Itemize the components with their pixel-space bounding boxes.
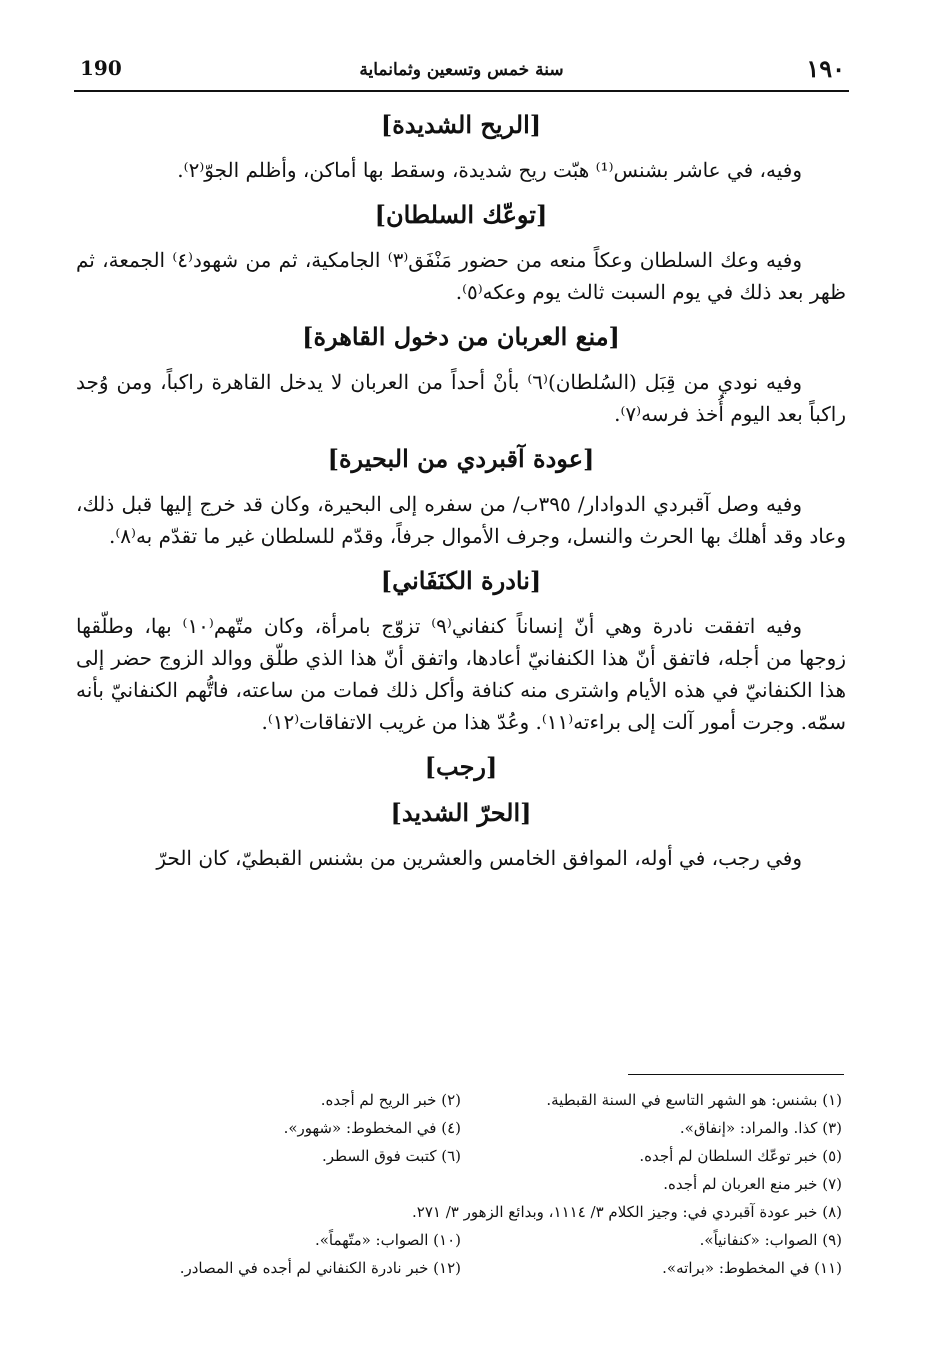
section-heading: [الحرّ الشديد]	[390, 798, 532, 827]
page-number-latin: 190	[80, 56, 122, 80]
footnote-row	[76, 1142, 846, 1170]
footnote: (١٢) خبر نادرة الكنفاني لم أجده في المصادر.	[179, 1259, 461, 1277]
footnote-row	[76, 1114, 846, 1142]
section-paragraph: وفيه وعك السلطان وعكاً منعه من حضور مَنْفَق⁽٣⁾ الجامكية، ثم من شهود⁽٤⁾ الجمعة، ثم ظهر بعد ذلك في يوم السبت ثالث يوم وعكه⁽٥⁾.	[76, 248, 846, 304]
footnote: (٨) خبر عودة آقبردي في: وجيز الكلام ٣/ ١١١٤، وبدائع الزهور ٣/ ٢٧١.	[412, 1203, 842, 1221]
footnote: (٣) كذا. والمراد: «إنفاق».	[679, 1119, 842, 1137]
section-heading: [الريح الشديدة]	[380, 110, 542, 139]
footnote-row	[76, 1254, 846, 1282]
main-text	[76, 108, 846, 886]
section-paragraph: وفيه، في عاشر بشنس⁽¹⁾ هبّت ريح شديدة، وسقط بها أماكن، وأظلم الجوّ⁽٢⁾.	[177, 158, 802, 182]
month-heading: [رجب]	[424, 752, 498, 781]
footnote-row	[76, 1170, 846, 1198]
section-paragraph: وفيه اتفقت نادرة وهي أنّ إنساناً كنفاني⁽٩⁾ تزوّج بامرأة، وكان متّهم⁽١٠⁾ بها، وطلّقها زوجها من أجله، فاتفق أنّ هذا الكنفانيّ أعادها، واتفق أنّ هذا الذي طلّق ووالد الزوج حضر إلى هذا الكنفانيّ في هذه الأيام واشترى منه كنافة وأكل ذلك فمات من ساعته، فاتُّهم الكنفانيّ بأنه سمّه. وجرت أمور آلت إلى براءته⁽١١⁾. وعُدّ هذا من غريب الاتفاقات⁽١٢⁾.	[76, 614, 846, 734]
footnote-divider	[628, 1074, 844, 1075]
footnote: (٤) في المخطوط: «شهور».	[283, 1119, 461, 1137]
footnote: (١٠) الصواب: «متّهماً».	[314, 1231, 461, 1249]
section-heading: [توعّك السلطان]	[374, 200, 548, 229]
page-number-arabic: ١٩٠	[806, 54, 845, 83]
footnotes	[76, 1086, 846, 1282]
section-paragraph: وفيه نودي من قِبَل (السُلطان)⁽٦⁾ بأنْ أحداً من العربان لا يدخل القاهرة راكباً، ومن وُجد راكباً بعد اليوم أُخذ فرسه⁽٧⁾.	[76, 370, 846, 426]
footnote-row	[76, 1198, 846, 1226]
footnote: (٥) خبر توعّك السلطان لم أجده.	[639, 1147, 842, 1165]
footnote: (١) بشنس: هو الشهر التاسع في السنة القبطية.	[546, 1091, 842, 1109]
section-heading: [منع العربان من دخول القاهرة]	[302, 322, 620, 351]
section-paragraph: وفيه وصل آقبردي الدوادار/ ٣٩٥ب/ من سفره إلى البحيرة، وكان قد خرج إليها قبل ذلك، وعاد وقد أهلك بها الحرث والنسل، وجرف الأموال جرفاً، وقدّم للسلطان غير ما تقدّم به⁽٨⁾.	[76, 492, 846, 548]
section-heading: [نادرة الكنَفَاني]	[380, 566, 542, 595]
section-paragraph: وفي رجب، في أوله، الموافق الخامس والعشرين من بشنس القبطيّ، كان الحرّ	[156, 846, 802, 870]
footnote-row	[76, 1086, 846, 1114]
page-header	[74, 50, 849, 92]
running-title: سنة خمس وتسعين وثمانماية	[359, 60, 564, 80]
footnote: (٢) خبر الريح لم أجده.	[320, 1091, 461, 1109]
footnote	[76, 1170, 461, 1198]
footnote: (٧) خبر منع العربان لم أجده.	[663, 1175, 842, 1193]
footnote: (٦) كتبت فوق السطر.	[321, 1147, 461, 1165]
footnote: (١١) في المخطوط: «براته».	[662, 1259, 842, 1277]
footnote: (٩) الصواب: «كنفانياً».	[699, 1231, 842, 1249]
footnote-row	[76, 1226, 846, 1254]
section-heading: [عودة آقبردي من البحيرة]	[327, 444, 595, 473]
